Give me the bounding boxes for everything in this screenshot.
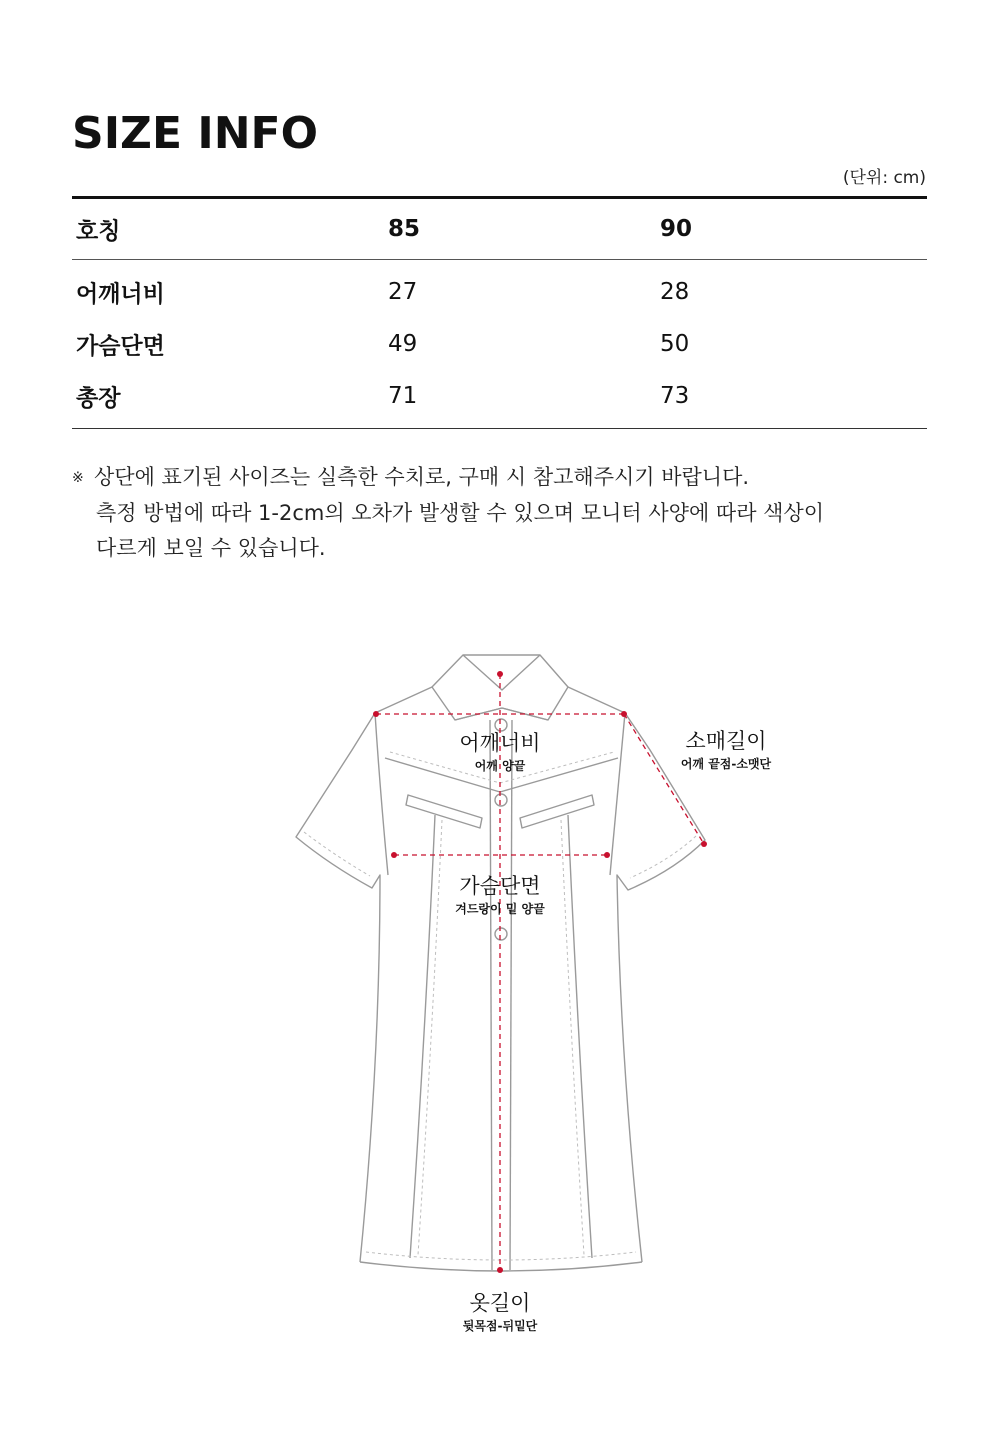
measure-point [497, 671, 503, 677]
table-cell: 71 [388, 383, 418, 409]
measure-point [497, 1267, 503, 1273]
table-cell: 73 [660, 383, 690, 409]
table-cell: 28 [660, 279, 690, 305]
sleeve-label-sub: 어깨 끝점-소맷단 [680, 757, 772, 771]
row-label: 가슴단면 [76, 333, 165, 360]
header-cell-90: 90 [660, 216, 693, 242]
table-header-row [72, 199, 927, 260]
chest-label-title: 가슴단면 [459, 874, 541, 898]
sleeve-label [681, 728, 771, 774]
notice-line-3: 다르게 보일 수 있습니다. [96, 536, 326, 560]
left-seam-stitch [418, 820, 442, 1255]
row-label: 어깨너비 [76, 281, 165, 308]
right-seam-stitch [561, 820, 584, 1255]
length-label-sub: 뒷목점-뒤밑단 [462, 1319, 538, 1333]
chest-label-sub: 겨드랑이 밑 양끝 [455, 902, 545, 916]
table-cell: 27 [388, 279, 418, 305]
dress-left-side [296, 687, 432, 1262]
table-row [72, 266, 927, 318]
measure-point [621, 711, 627, 717]
measure-point [604, 852, 610, 858]
button [495, 928, 507, 940]
measure-point [391, 852, 397, 858]
page-title: SIZE INFO [72, 108, 318, 159]
table-row [72, 318, 927, 370]
placket-left [490, 720, 492, 1270]
header-cell-85: 85 [388, 216, 421, 242]
placket-right [510, 720, 512, 1270]
length-label-title: 옷길이 [469, 1291, 531, 1315]
sleeve-label-title: 소매길이 [685, 729, 767, 753]
table-cell: 50 [660, 331, 690, 357]
shoulder-label-title: 어깨너비 [459, 731, 541, 755]
dress-diagram [280, 640, 772, 1360]
left-sleeve-stitch [304, 832, 370, 876]
unit-label: (단위: cm) [842, 168, 926, 188]
length-label [463, 1290, 538, 1336]
right-pocket [520, 795, 594, 828]
notice-line-2: 측정 방법에 따라 1-2cm의 오차가 발생할 수 있으며 모니터 사양에 따라 색상이 [96, 501, 825, 525]
right-armhole [610, 713, 625, 875]
header-cell-size: 호칭 [76, 218, 121, 245]
chest-label [455, 873, 545, 919]
button [495, 794, 507, 806]
size-table [72, 196, 927, 429]
table-cell: 49 [388, 331, 418, 357]
shoulder-label [459, 730, 540, 776]
measure-point [373, 711, 379, 717]
reference-mark: ※ [72, 470, 84, 486]
notice-text-1: 상단에 표기된 사이즈는 실측한 수치로, 구매 시 참고해주시기 바랍니다. [94, 465, 750, 489]
row-label: 총장 [76, 385, 121, 412]
shoulder-label-sub: 어깨 양끝 [474, 759, 526, 773]
notice [72, 460, 932, 566]
hem-stitch [366, 1252, 636, 1260]
table-row [72, 370, 927, 422]
left-pocket [406, 795, 482, 828]
notice-line-1 [72, 460, 932, 496]
left-armhole [375, 713, 388, 875]
measure-point [701, 841, 707, 847]
